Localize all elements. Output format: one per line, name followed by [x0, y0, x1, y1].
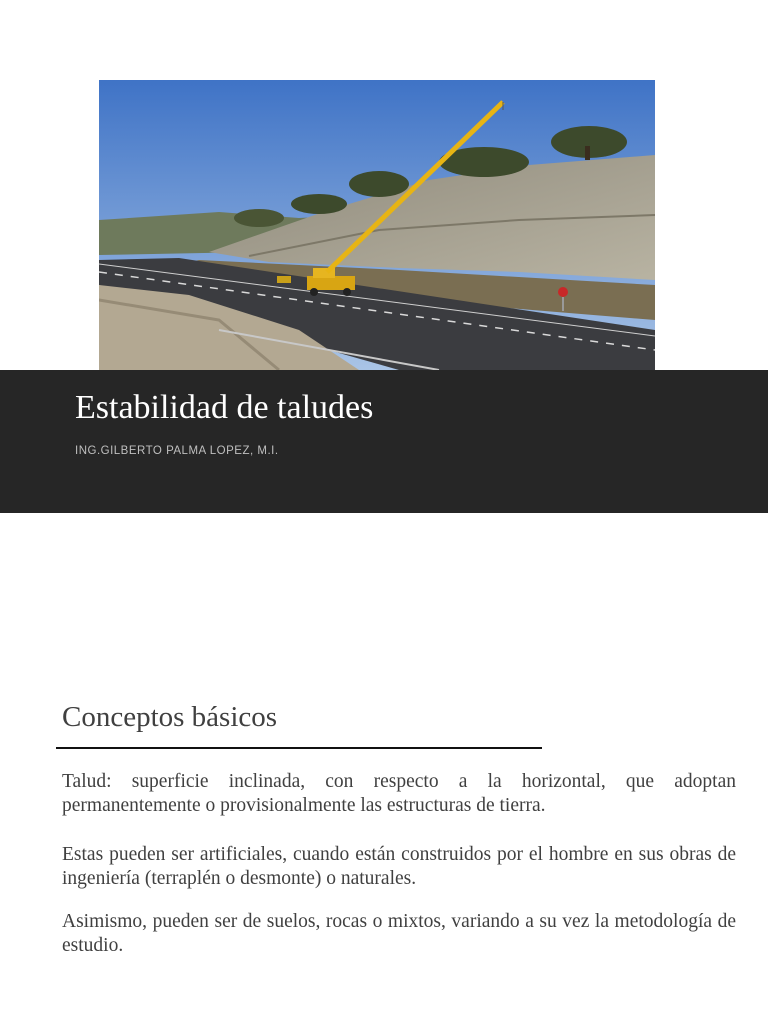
- slope-crane-illustration: [99, 80, 655, 370]
- slope-highway-photo: [99, 80, 655, 370]
- presentation-title: Estabilidad de taludes: [75, 389, 374, 426]
- paragraph-materials: Asimismo, pueden ser de suelos, rocas o mixtos, variando a su vez la metodología de estudio.: [62, 911, 736, 956]
- paragraph-talud-definition: Talud: superficie inclinada, con respecto a la horizontal, que adoptan permanentemente o provisionalmente las estructuras de tierra.: [62, 771, 736, 816]
- section-heading: Conceptos básicos: [62, 701, 278, 733]
- heading-underline: [56, 747, 542, 749]
- paragraph-types: Estas pueden ser artificiales, cuando están construidos por el hombre en sus obras de ingeniería (terraplén o desmonte) o naturales.: [62, 844, 736, 889]
- author-name: ING.GILBERTO PALMA LOPEZ, M.I.: [75, 445, 279, 457]
